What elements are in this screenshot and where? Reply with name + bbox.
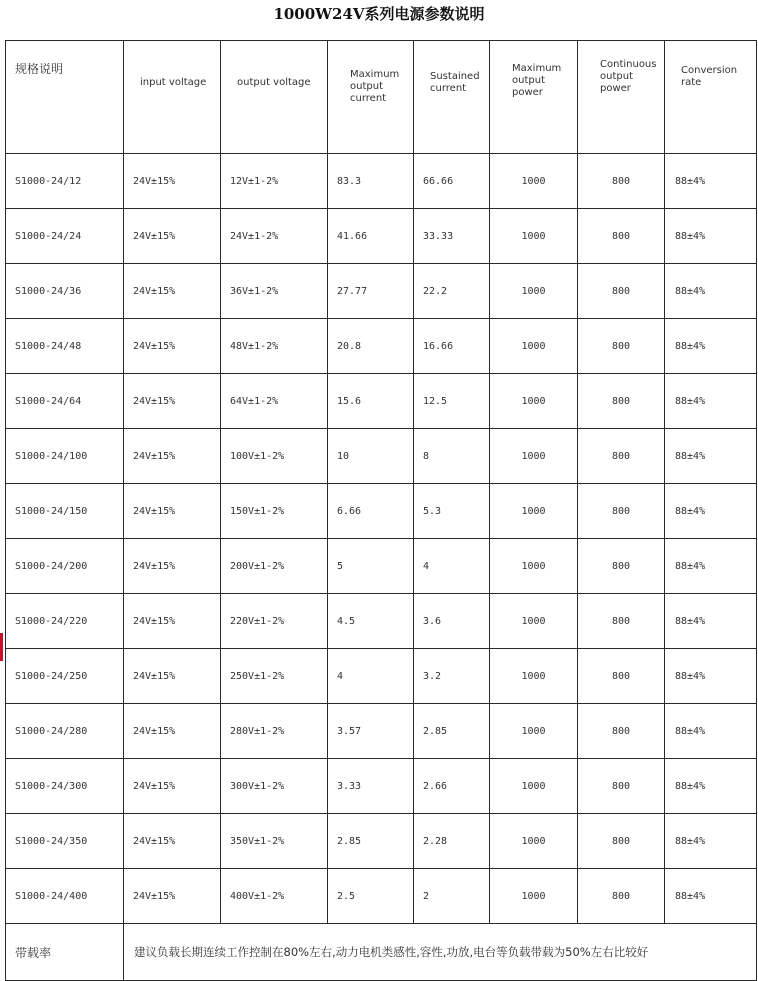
cell-continuous-power: 800: [578, 814, 665, 869]
cell-input-voltage: 24V±15%: [124, 539, 221, 594]
cell-sustained-current: 22.2: [414, 264, 490, 319]
cell-max-power: 1000: [490, 429, 578, 484]
cell-continuous-power: 800: [578, 539, 665, 594]
cell-output-voltage: 220V±1-2%: [221, 594, 328, 649]
load-rate-text: 建议负载长期连续工作控制在80%左右,动力电机类感性,容性,功放,电台等负载带载为50%左右比较好: [124, 924, 757, 981]
cell-model: S1000-24/400: [6, 869, 124, 924]
cell-continuous-power: 800: [578, 154, 665, 209]
cell-max-current: 3.57: [328, 704, 414, 759]
cell-input-voltage: 24V±15%: [124, 429, 221, 484]
cell-output-voltage: 350V±1-2%: [221, 814, 328, 869]
cell-output-voltage: 48V±1-2%: [221, 319, 328, 374]
cell-continuous-power: 800: [578, 594, 665, 649]
cell-output-voltage: 250V±1-2%: [221, 649, 328, 704]
cell-max-power: 1000: [490, 319, 578, 374]
cell-max-current: 20.8: [328, 319, 414, 374]
table-row: [6, 374, 757, 429]
load-rate-label: 带载率: [6, 924, 124, 981]
cell-continuous-power: 800: [578, 429, 665, 484]
header-conversion-rate-line: rate: [681, 77, 702, 88]
header-conversion-rate: [665, 41, 757, 154]
cell-conversion-rate: 88±4%: [665, 209, 757, 264]
cell-continuous-power: 800: [578, 209, 665, 264]
cell-sustained-current: 2.28: [414, 814, 490, 869]
cell-conversion-rate: 88±4%: [665, 484, 757, 539]
table-row: [6, 869, 757, 924]
cell-conversion-rate: 88±4%: [665, 869, 757, 924]
cell-max-power: 1000: [490, 374, 578, 429]
cell-output-voltage: 36V±1-2%: [221, 264, 328, 319]
table-row: [6, 429, 757, 484]
table-row: [6, 264, 757, 319]
cell-conversion-rate: 88±4%: [665, 264, 757, 319]
cell-output-voltage: 100V±1-2%: [221, 429, 328, 484]
cell-input-voltage: 24V±15%: [124, 594, 221, 649]
cell-output-voltage: 12V±1-2%: [221, 154, 328, 209]
cell-sustained-current: 8: [414, 429, 490, 484]
cell-sustained-current: 2: [414, 869, 490, 924]
cell-max-current: 4: [328, 649, 414, 704]
cell-output-voltage: 400V±1-2%: [221, 869, 328, 924]
header-max-current-line: Maximum: [350, 69, 400, 80]
cell-max-power: 1000: [490, 814, 578, 869]
cell-model: S1000-24/300: [6, 759, 124, 814]
header-spec: 规格说明: [6, 41, 124, 154]
cell-max-power: 1000: [490, 649, 578, 704]
cell-max-power: 1000: [490, 539, 578, 594]
spec-table: [5, 40, 757, 981]
cell-model: S1000-24/220: [6, 594, 124, 649]
cell-input-voltage: 24V±15%: [124, 319, 221, 374]
cell-output-voltage: 24V±1-2%: [221, 209, 328, 264]
cell-max-power: 1000: [490, 154, 578, 209]
cell-max-current: 83.3: [328, 154, 414, 209]
cell-model: S1000-24/36: [6, 264, 124, 319]
load-rate-row: [6, 924, 757, 981]
page-title: 1000W24V系列电源参数说明: [273, 5, 485, 23]
cell-sustained-current: 5.3: [414, 484, 490, 539]
cell-input-voltage: 24V±15%: [124, 649, 221, 704]
cell-conversion-rate: 88±4%: [665, 319, 757, 374]
cell-output-voltage: 64V±1-2%: [221, 374, 328, 429]
cell-conversion-rate: 88±4%: [665, 814, 757, 869]
cell-conversion-rate: 88±4%: [665, 594, 757, 649]
cell-sustained-current: 33.33: [414, 209, 490, 264]
cell-continuous-power: 800: [578, 869, 665, 924]
cell-output-voltage: 200V±1-2%: [221, 539, 328, 594]
cell-max-current: 5: [328, 539, 414, 594]
cell-model: S1000-24/12: [6, 154, 124, 209]
cell-output-voltage: 150V±1-2%: [221, 484, 328, 539]
cell-input-voltage: 24V±15%: [124, 869, 221, 924]
edge-marker: [0, 633, 3, 661]
header-max-current: [328, 41, 414, 154]
table-row: [6, 154, 757, 209]
cell-max-power: 1000: [490, 594, 578, 649]
table-row: [6, 539, 757, 594]
cell-model: S1000-24/24: [6, 209, 124, 264]
cell-conversion-rate: 88±4%: [665, 374, 757, 429]
cell-model: S1000-24/280: [6, 704, 124, 759]
cell-model: S1000-24/48: [6, 319, 124, 374]
cell-model: S1000-24/350: [6, 814, 124, 869]
table-row: [6, 704, 757, 759]
header-max-current-line: output: [350, 81, 383, 92]
header-sustained-current: [414, 41, 490, 154]
cell-model: S1000-24/100: [6, 429, 124, 484]
table-row: [6, 814, 757, 869]
cell-sustained-current: 4: [414, 539, 490, 594]
header-max-power: [490, 41, 578, 154]
cell-input-voltage: 24V±15%: [124, 154, 221, 209]
cell-input-voltage: 24V±15%: [124, 484, 221, 539]
cell-conversion-rate: 88±4%: [665, 539, 757, 594]
cell-max-current: 41.66: [328, 209, 414, 264]
cell-sustained-current: 66.66: [414, 154, 490, 209]
cell-continuous-power: 800: [578, 374, 665, 429]
table-row: [6, 594, 757, 649]
cell-sustained-current: 3.2: [414, 649, 490, 704]
table-body: [6, 154, 757, 981]
cell-input-voltage: 24V±15%: [124, 264, 221, 319]
header-input-voltage: input voltage: [124, 41, 221, 154]
cell-model: S1000-24/150: [6, 484, 124, 539]
header-sustained-current-line: Sustained: [430, 71, 480, 82]
header-max-power-line: Maximum: [512, 63, 562, 74]
cell-sustained-current: 2.85: [414, 704, 490, 759]
header-conversion-rate-line: Conversion: [681, 65, 738, 76]
cell-model: S1000-24/200: [6, 539, 124, 594]
header-sustained-current-line: current: [430, 83, 467, 94]
cell-sustained-current: 2.66: [414, 759, 490, 814]
cell-conversion-rate: 88±4%: [665, 429, 757, 484]
cell-input-voltage: 24V±15%: [124, 814, 221, 869]
cell-sustained-current: 12.5: [414, 374, 490, 429]
table-row: [6, 319, 757, 374]
cell-model: S1000-24/64: [6, 374, 124, 429]
cell-continuous-power: 800: [578, 264, 665, 319]
cell-max-current: 2.5: [328, 869, 414, 924]
cell-max-current: 27.77: [328, 264, 414, 319]
cell-input-voltage: 24V±15%: [124, 209, 221, 264]
cell-input-voltage: 24V±15%: [124, 759, 221, 814]
cell-continuous-power: 800: [578, 704, 665, 759]
header-continuous-power: [578, 41, 665, 154]
cell-output-voltage: 280V±1-2%: [221, 704, 328, 759]
cell-input-voltage: 24V±15%: [124, 374, 221, 429]
header-output-voltage: output voltage: [221, 41, 328, 154]
cell-continuous-power: 800: [578, 319, 665, 374]
table-row: [6, 209, 757, 264]
table-row: [6, 649, 757, 704]
cell-max-power: 1000: [490, 704, 578, 759]
cell-continuous-power: 800: [578, 759, 665, 814]
header-max-current-line: current: [350, 93, 387, 104]
cell-max-current: 3.33: [328, 759, 414, 814]
header-max-power-line: output: [512, 75, 545, 86]
header-continuous-power-line: Continuous: [600, 59, 657, 70]
cell-sustained-current: 16.66: [414, 319, 490, 374]
cell-max-current: 4.5: [328, 594, 414, 649]
header-continuous-power-line: output: [600, 71, 633, 82]
cell-input-voltage: 24V±15%: [124, 704, 221, 759]
cell-max-power: 1000: [490, 869, 578, 924]
cell-output-voltage: 300V±1-2%: [221, 759, 328, 814]
cell-max-power: 1000: [490, 759, 578, 814]
cell-sustained-current: 3.6: [414, 594, 490, 649]
cell-max-power: 1000: [490, 209, 578, 264]
cell-conversion-rate: 88±4%: [665, 649, 757, 704]
cell-max-power: 1000: [490, 484, 578, 539]
cell-max-current: 10: [328, 429, 414, 484]
cell-continuous-power: 800: [578, 649, 665, 704]
header-row: [6, 41, 757, 154]
cell-conversion-rate: 88±4%: [665, 154, 757, 209]
cell-model: S1000-24/250: [6, 649, 124, 704]
cell-continuous-power: 800: [578, 484, 665, 539]
header-continuous-power-line: power: [600, 83, 631, 94]
header-max-power-line: power: [512, 87, 543, 98]
table-row: [6, 484, 757, 539]
table-row: [6, 759, 757, 814]
cell-max-current: 15.6: [328, 374, 414, 429]
cell-conversion-rate: 88±4%: [665, 759, 757, 814]
cell-max-current: 2.85: [328, 814, 414, 869]
cell-max-power: 1000: [490, 264, 578, 319]
cell-max-current: 6.66: [328, 484, 414, 539]
cell-conversion-rate: 88±4%: [665, 704, 757, 759]
